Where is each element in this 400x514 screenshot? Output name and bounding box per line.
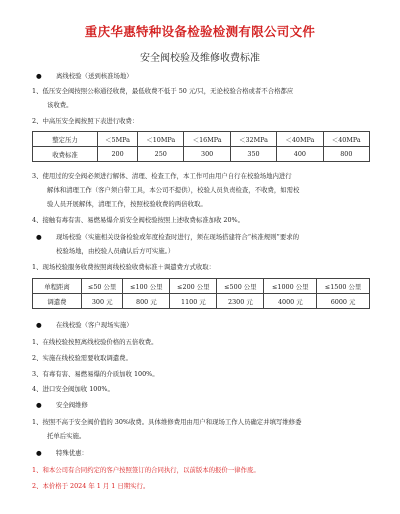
offline-item-1-line-1: 1、低压安全阀按照公称通径收费，最低收费不低于 50 元/只，无论校验合格或者不合格都应 — [32, 87, 294, 95]
table-row — [33, 294, 370, 309]
table-header-cell: 单程距离 — [33, 279, 82, 294]
document-title: 安全阀校验及维修收费标准 — [140, 53, 260, 64]
table-header-cell: ＜10MPa — [138, 132, 184, 147]
section-offline-heading: 离线校验（送到核准场地） — [56, 72, 133, 80]
table-cell: 350 — [230, 147, 276, 162]
section-special-heading: 特殊优惠： — [56, 449, 88, 457]
section-online-heading: 在线校验（客户现场实施） — [56, 321, 133, 329]
table-cell: 300 — [184, 147, 230, 162]
table-cell: 1100 元 — [170, 294, 217, 309]
table-row — [33, 279, 370, 294]
table-row — [33, 132, 370, 147]
table-header-cell: ＜40MPa — [277, 132, 323, 147]
bullet-icon: ● — [36, 321, 42, 329]
online-item-2: 2、实施在线校验需要收取调遣费。 — [32, 354, 132, 362]
section-onsite-heading-line-2: 校验场地，由校验人员确认后方可实施。） — [56, 247, 175, 255]
offline-item-3-line-1: 3、使用过的安全阀必须进行解体、清理、检查工作，本工作可由用户自行在校验场地内进行 — [32, 172, 292, 180]
bullet-icon: ● — [36, 233, 42, 241]
online-item-1: 1、在线校验按照离线校验价格的五倍收费。 — [32, 338, 158, 346]
table-cell: 300 元 — [82, 294, 123, 309]
table-cell: 200 — [98, 147, 138, 162]
table-cell: 2300 元 — [217, 294, 264, 309]
table-header-cell: ＜16MPa — [184, 132, 230, 147]
special-item-2: 2、本价格于 2024 年 1 月 1 日期实行。 — [32, 482, 150, 490]
table-header-cell: ＜5MPa — [98, 132, 138, 147]
table-cell: 400 — [277, 147, 323, 162]
online-item-3: 3、有毒有害、易燃易爆的介质加收 100%。 — [32, 370, 159, 378]
online-item-4: 4、进口安全阀加收 100%。 — [32, 385, 114, 393]
dispatch-fee-table — [32, 278, 370, 309]
table-header-cell: ≤1000 公里 — [264, 279, 317, 294]
bullet-icon: ● — [36, 401, 42, 409]
table-header-cell: ＜32MPa — [230, 132, 276, 147]
onsite-item-1: 1、现场校验服务收费按照离线校验收费标准＋调遣费方式收取： — [32, 263, 216, 271]
special-item-1: 1、和本公司有合同约定的客户按照签订的合同执行，以前版本的报价一律作废。 — [32, 466, 260, 474]
table-header-cell: 整定压力 — [33, 132, 98, 147]
section-onsite-heading: 现场校验（实施相关设备检验或年度检查时进行，须在现场搭建符合“核准规则”要求的 — [56, 233, 299, 241]
offline-item-3-line-2: 解体和清理工作（客户须自带工具，本公司不提供），校验人员负责检查，不收费，如需校 — [47, 186, 300, 194]
table-cell: 6000 元 — [317, 294, 370, 309]
offline-item-2: 2、中高压安全阀按照下表进行收费： — [32, 117, 139, 125]
table-cell: 250 — [138, 147, 184, 162]
bullet-icon: ● — [36, 449, 42, 457]
table-header-cell: ≤200 公里 — [170, 279, 217, 294]
offline-item-1-line-2: 该收费。 — [47, 101, 73, 109]
repair-item-1-line-1: 1、按照不高于安全阀价值的 30%收费。具体维修费用由用户和现场工作人员确定并填写维修委 — [32, 418, 302, 426]
table-cell: 800 元 — [123, 294, 170, 309]
table-cell: 800 — [323, 147, 369, 162]
pressure-fee-table — [32, 131, 370, 162]
table-row-label: 调遣费 — [33, 294, 82, 309]
table-header-cell: ≤1500 公里 — [317, 279, 370, 294]
section-repair-heading: 安全阀维修 — [56, 401, 88, 409]
offline-item-4: 4、接触有毒有害、易燃易爆介质安全阀校验按照上述收费标准加收 20%。 — [32, 216, 245, 224]
table-row — [33, 147, 370, 162]
table-header-cell: ≤500 公里 — [217, 279, 264, 294]
table-header-cell: ≤100 公里 — [123, 279, 170, 294]
repair-item-1-line-2: 托单后实施。 — [47, 432, 86, 440]
table-cell: 4000 元 — [264, 294, 317, 309]
offline-item-3-line-3: 验人员开展解体，清理工作，按照校验收费的两倍收取。 — [47, 200, 207, 208]
table-row-label: 收费标准 — [33, 147, 98, 162]
company-header: 重庆华惠特种设备检验检测有限公司文件 — [84, 24, 316, 39]
table-header-cell: ≤50 公里 — [82, 279, 123, 294]
bullet-icon: ● — [36, 72, 42, 80]
table-header-cell: ＜40MPa — [323, 132, 369, 147]
